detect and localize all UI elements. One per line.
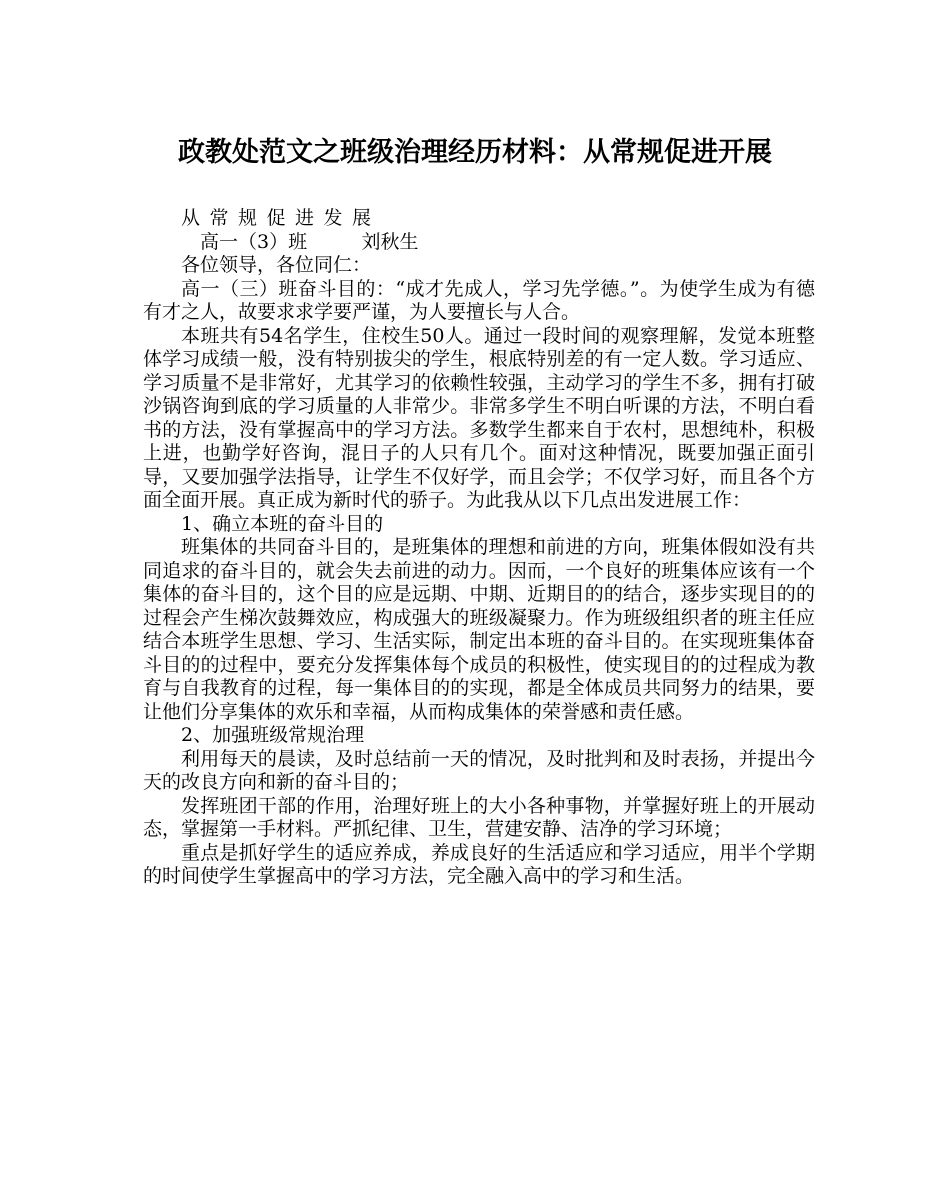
document-title: 政教处范文之班级治理经历材料：从常规促进开展: [178, 137, 772, 168]
section-subtitle: 从常规促进发展: [181, 207, 381, 229]
heading-routine-management: 2、加强班级常规治理: [181, 724, 365, 746]
paragraph-goal: 班集体的共同奋斗目的，是班集体的理想和前进的方向，班集体假如没有共同追求的奋斗目的，就会失去前进的动力。因而，一个良好的班集体应该有一个集体的奋斗目的，这个目的应是远期、中期、近期目的的结合，逐步实现目的的过程会产生梯次鼓舞效应，构成强大的班级凝聚力。作为班级组织者的班主任应结合本班学生思想、学习、生活实际，制定出本班的奋斗目的。在实现班集体奋斗目的的过程中，要充分发挥集体每个成员的积极性，使实现目的的过程成为教育与自我教育的过程，每一集体目的的实现，都是全体成员共同努力的结果，要让他们分享集体的欢乐和幸福，从而构成集体的荣誉感和责任感。: [143, 536, 815, 723]
salutation: 各位领导，各位同仁：: [181, 254, 372, 276]
byline-name: 刘秋生: [361, 230, 419, 253]
heading-goal: 1、确立本班的奋斗目的: [181, 512, 384, 535]
paragraph-habits: 重点是抓好学生的适应养成，养成良好的生活适应和学习适应，用半个学期的时间使学生掌握高中的学习方法，完全融入高中的学习和生活。: [143, 841, 815, 887]
paragraph-morning-reading: 利用每天的晨读，及时总结前一天的情况，及时批判和及时表扬，并提出今天的改良方向和新的奋斗目的；: [143, 747, 815, 793]
byline-gap: [307, 231, 361, 253]
document-body: [143, 207, 815, 889]
paragraph-class-overview: 本班共有54名学生，住校生50人。通过一段时间的观察理解，发觉本班整体学习成绩一般，没有特别拔尖的学生，根底特别差的有一定人数。学习适应、学习质量不是非常好，尤其学习的依赖性较强，主动学习的学生不多，拥有打破沙锅咨询到底的学习质量的人非常少。非常多学生不明白听课的方法，不明白看书的方法，没有掌握高中的学习方法。多数学生都来自于农村，思想纯朴，积极上进，也勤学好咨询，混日子的人只有几个。面对这种情况，既要加强正面引导，又要加强学法指导，让学生不仅好学，而且会学；不仅学习好，而且各个方面全面开展。真正成为新时代的骄子。为此我从以下几点出发进展工作：: [143, 324, 815, 511]
paragraph-class-cadres: 发挥班团干部的作用，治理好班上的大小各种事物，并掌握好班上的开展动态，掌握第一手材料。严抓纪律、卫生，营建安静、洁净的学习环境；: [143, 794, 815, 840]
author-byline: [143, 231, 815, 255]
paragraph-intro: 高一（三）班奋斗目的：“成才先成人，学习先学德。”。为使学生成为有德有才之人，故要求求学要严谨，为人要擅长与人合。: [143, 277, 815, 323]
byline-class: 高一（3）班: [200, 230, 308, 253]
